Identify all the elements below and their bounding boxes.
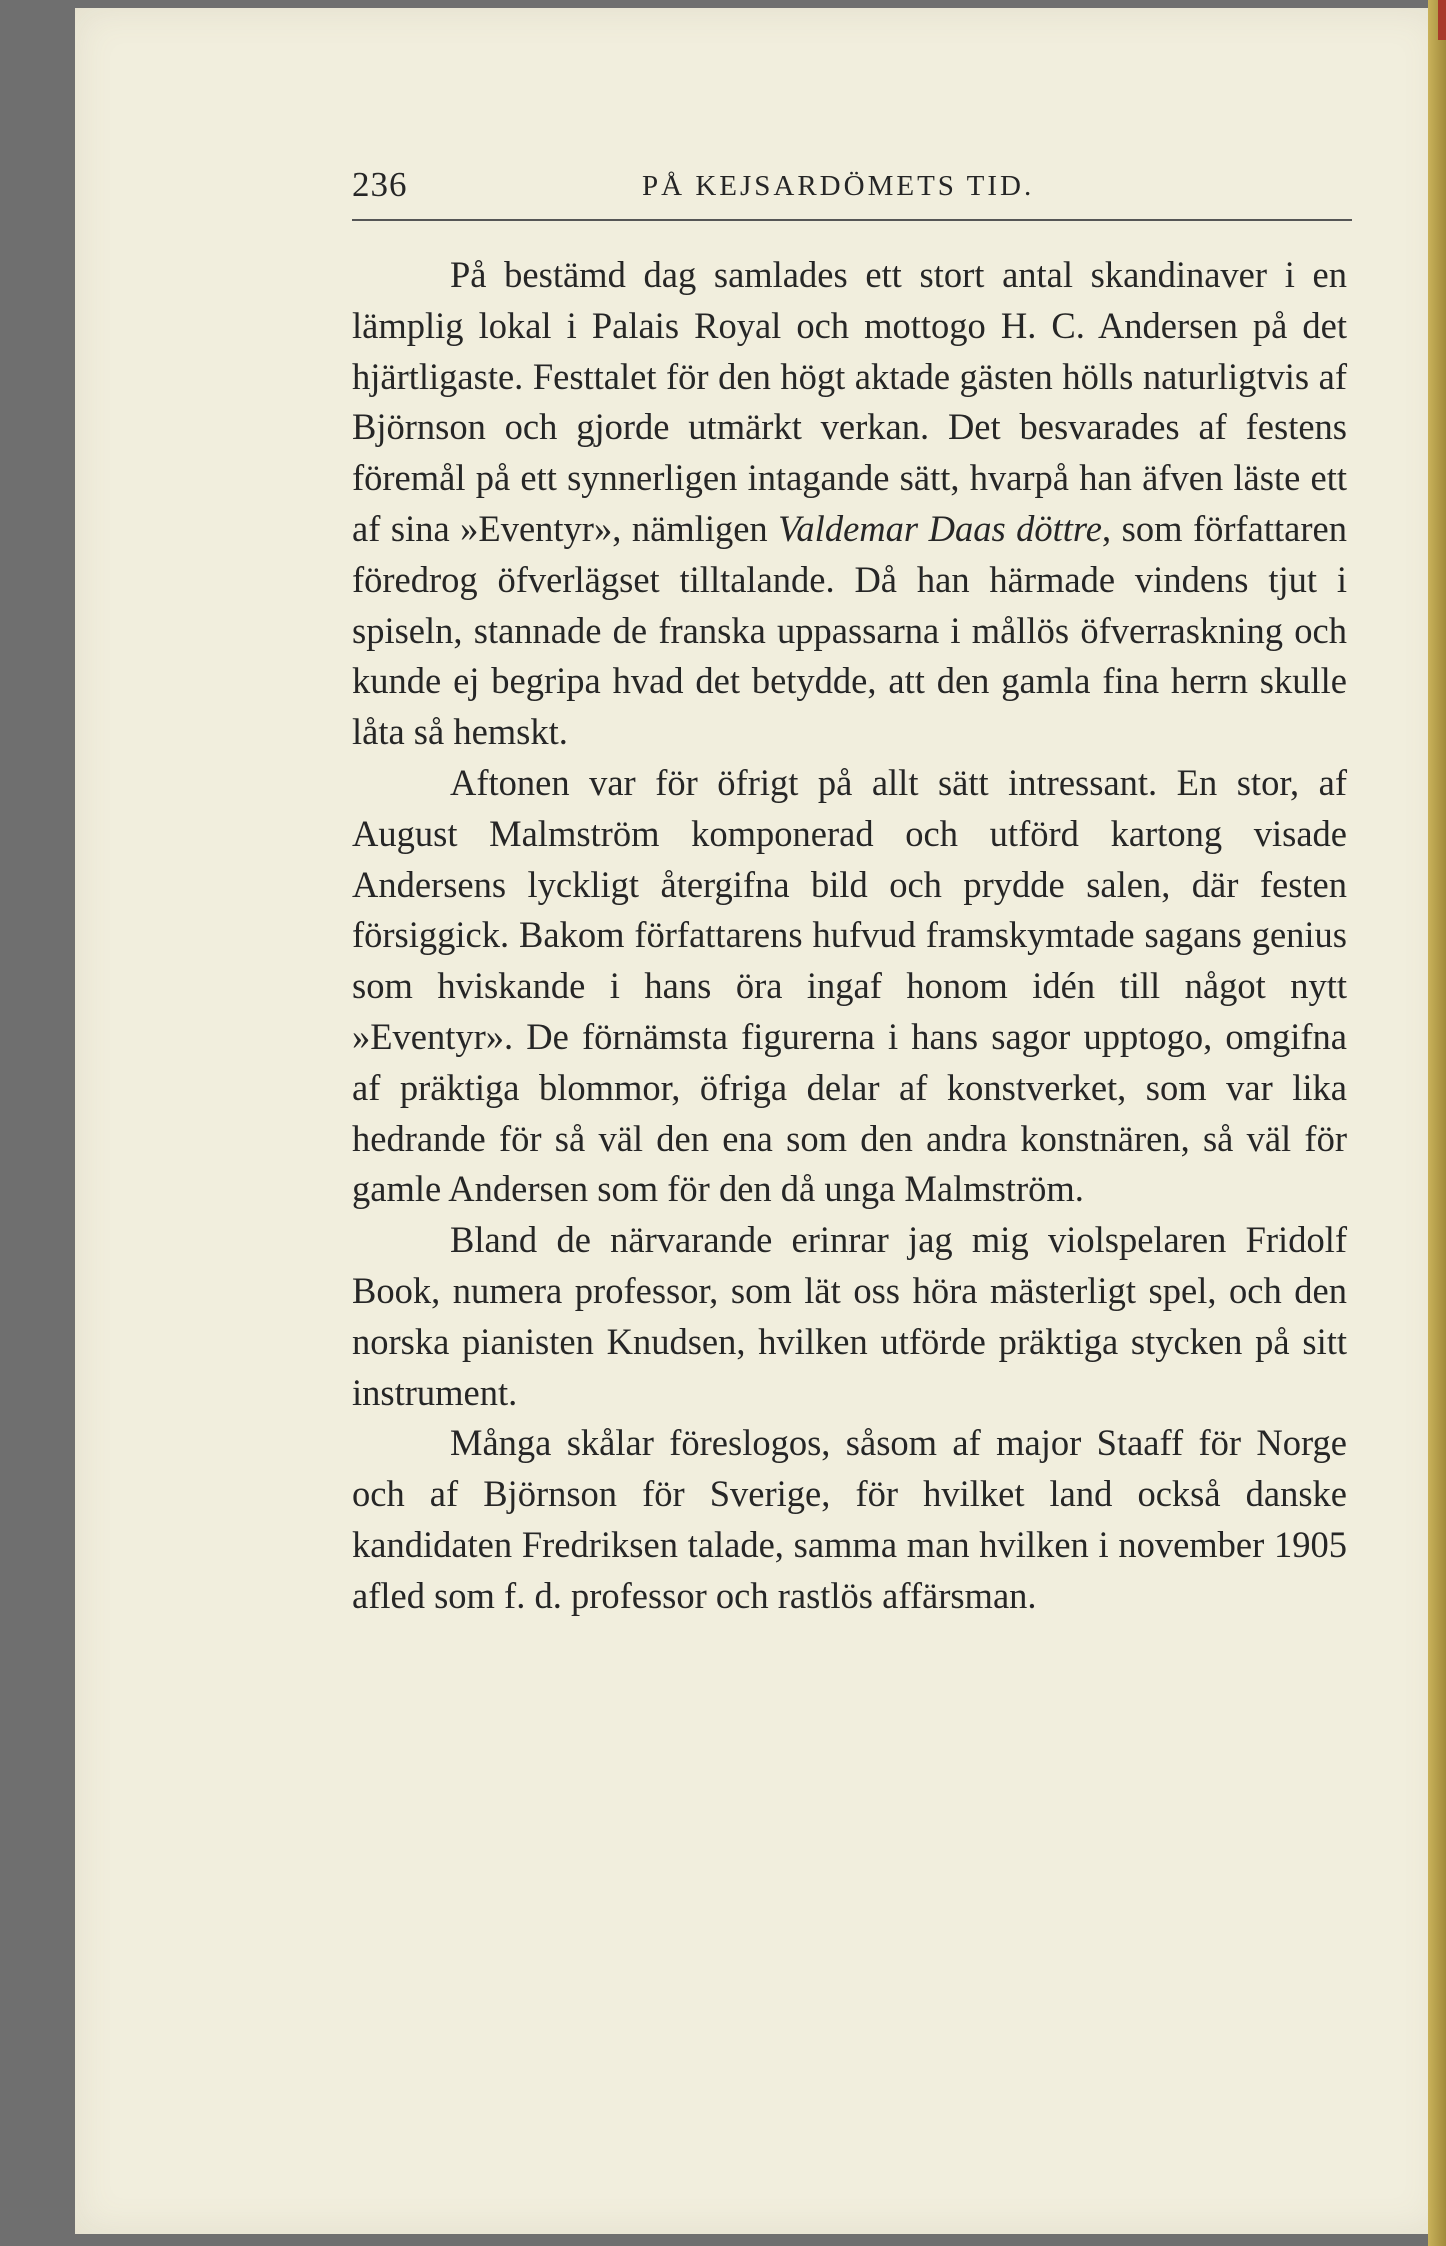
page-header — [352, 165, 1352, 215]
running-title: PÅ KEJSARDÖMETS TID. — [642, 170, 1035, 202]
body-text — [352, 250, 1347, 1622]
paragraph-text: , som författaren föredrog öfverlägset tilltalande. Då han härmade vindens tjut i spiseln, stannade de franska uppassarna i mållös öfverraskning och kunde ej begripa hvad det betydde, att den gamla fina herrn skulle låta så hemskt. — [352, 507, 1347, 753]
italic-title: Valdemar Daas döttre — [778, 507, 1102, 549]
paragraph: Bland de närvarande erinrar jag mig violspelaren Fridolf Book, numera professor, som lät oss höra mästerligt spel, och den norska pianisten Knudsen, hvilken utförde präktiga stycken på sitt instrument. — [352, 1219, 1347, 1413]
paragraph-text: På bestämd dag samlades ett stort antal skandinaver i en lämplig lokal i Palais Royal och mottogo H. C. Andersen på det hjärtligaste. Festtalet för den högt aktade gästen hölls naturligtvis af Björnson och gjorde utmärkt verkan. Det besvarades af festens föremål på ett synnerligen intagande sätt, hvarpå han äfven läste ett af sina »Eventyr», nämligen — [352, 254, 1347, 549]
paragraph — [352, 250, 1347, 758]
page-edge-mark — [1438, 0, 1446, 40]
paragraph: Många skålar föreslogos, såsom af major Staaff för Norge och af Björnson för Sverige, för hvilket land också danske kandidaten Fredriksen talade, samma man hvilken i november 1905 afled som f. d. professor och rastlös affärsman. — [352, 1422, 1347, 1616]
page-edge — [1428, 0, 1446, 2246]
page-number: 236 — [352, 165, 408, 204]
paragraph: Aftonen var för öfrigt på allt sätt intressant. En stor, af August Malmström komponerad och utförd kartong visade Andersens lyckligt återgifna bild och prydde salen, där festen försiggick. Bakom författarens hufvud framskymtade sagans genius som hviskande i hans öra ingaf honom idén till något nytt »Eventyr». De förnämsta figurerna i hans sagor upptogo, omgifna af präktiga blommor, öfriga delar af konstverket, som var lika hedrande för så väl den ena som den andra konstnären, så väl för gamle Andersen som för den då unga Malmström. — [352, 761, 1347, 1210]
header-rule — [352, 219, 1352, 221]
